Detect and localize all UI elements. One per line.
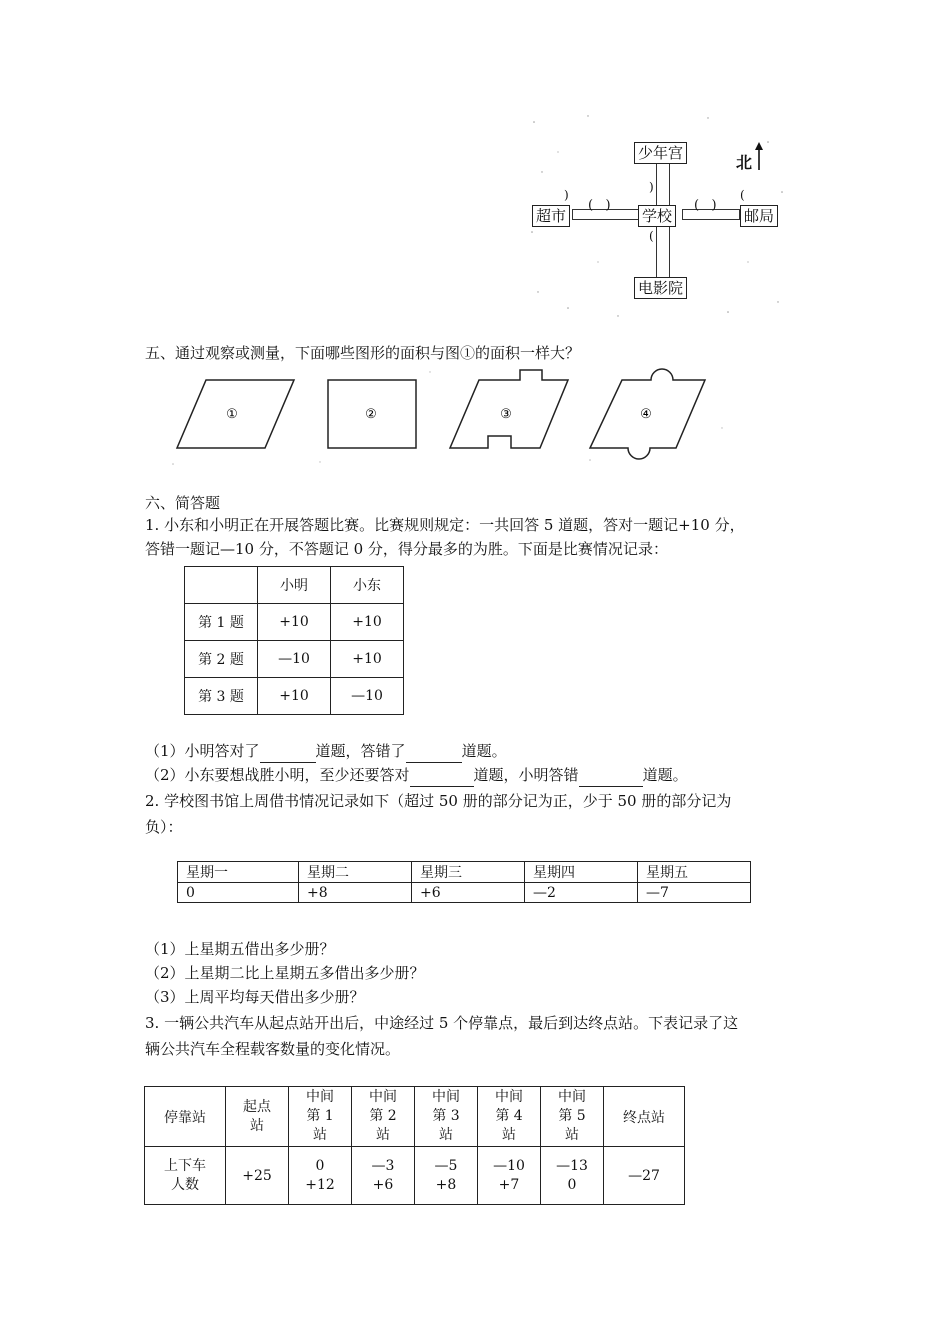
place-youth-palace: 少年宫 [634,142,687,164]
table-cell: +10 [258,678,331,715]
table-cell: —2 [525,883,638,903]
q1-score-table [184,566,404,715]
area-shapes [170,368,730,468]
table-cell: 第 3 题 [185,678,258,715]
table-header: 星期四 [525,862,638,883]
table-cell: —7 [638,883,751,903]
table-cell: +6 [412,883,525,903]
section5-title: 五、通过观察或测量，下面哪些图形的面积与图①的面积一样大？ [145,344,581,362]
table-header: 中间 第 1 站 [289,1087,352,1147]
shape-label-3: ③ [500,407,512,422]
north-arrow-icon [754,142,764,172]
place-post-office: 邮局 [740,205,778,227]
road-south [656,225,670,281]
q2-line2: 负）： [145,818,183,836]
table-cell: +10 [331,641,404,678]
table-cell: —13 0 [541,1147,604,1205]
direction-map: ( ) ( ) ) ( ) ( 少年宫 超市 学校 邮局 电影院 北 [528,112,788,322]
table-cell: +25 [226,1147,289,1205]
table-cell: 0 +12 [289,1147,352,1205]
road-north [656,162,670,209]
table-header: 中间 第 3 站 [415,1087,478,1147]
table-header: 小东 [331,567,404,604]
q2-library-table [177,861,751,903]
table-cell: 第 2 题 [185,641,258,678]
table-header: 中间 第 2 站 [352,1087,415,1147]
q3-line2: 辆公共汽车全程载客数量的变化情况。 [145,1040,401,1058]
table-cell [185,567,258,604]
table-cell: —10 [258,641,331,678]
table-cell: 第 1 题 [185,604,258,641]
shape-label-4: ④ [640,407,652,422]
table-cell: —3 +6 [352,1147,415,1205]
table-cell: —10 [331,678,404,715]
table-header: 星期二 [299,862,412,883]
section6-title: 六、简答题 [145,494,221,512]
q2-sub3: （3）上周平均每天借出多少册？ [145,988,365,1006]
table-header: 星期一 [178,862,299,883]
table-header: 上下车 人数 [145,1147,226,1205]
answer-blank[interactable] [410,764,474,787]
q1-line2: 答错一题记—10 分，不答题记 0 分，得分最多的为胜。下面是比赛情况记录： [145,540,668,558]
shape-label-1: ① [226,407,238,422]
answer-blank[interactable] [579,764,643,787]
table-header: 中间 第 5 站 [541,1087,604,1147]
table-cell: +10 [331,604,404,641]
table-cell: —27 [604,1147,685,1205]
table-cell: +8 [299,883,412,903]
place-cinema: 电影院 [634,277,687,299]
table-cell: —10 +7 [478,1147,541,1205]
table-cell: 0 [178,883,299,903]
q3-bus-table [144,1086,685,1205]
q3-line1: 3. 一辆公共汽车从起点站开出后，中途经过 5 个停靠点，最后到达终点站。下表记录了这 [145,1014,739,1032]
place-supermarket: 超市 [532,205,570,227]
shape-label-2: ② [365,407,377,422]
q1-sub2: （2）小东要想战胜小明，至少还要答对 道题，小明答错 道题。 [145,764,688,787]
answer-blank[interactable] [406,740,462,763]
table-header: 小明 [258,567,331,604]
table-header: 星期五 [638,862,751,883]
place-school: 学校 [638,205,676,227]
table-header: 星期三 [412,862,525,883]
north-label: 北 [736,153,753,172]
table-header: 起点 站 [226,1087,289,1147]
table-header: 中间 第 4 站 [478,1087,541,1147]
q1-line1: 1. 小东和小明正在开展答题比赛。比赛规则规定：一共回答 5 道题，答对一题记+10 分， [145,516,745,534]
table-header: 停靠站 [145,1087,226,1147]
q2-sub2: （2）上星期二比上星期五多借出多少册？ [145,964,425,982]
table-cell: —5 +8 [415,1147,478,1205]
q2-sub1: （1）上星期五借出多少册？ [145,940,335,958]
q2-line1: 2. 学校图书馆上周借书情况记录如下（超过 50 册的部分记为正，少于 50 册的部分记为 [145,792,732,810]
answer-blank[interactable] [260,740,316,763]
q1-sub1: （1）小明答对了 道题，答错了 道题。 [145,740,507,763]
table-cell: +10 [258,604,331,641]
table-header: 终点站 [604,1087,685,1147]
